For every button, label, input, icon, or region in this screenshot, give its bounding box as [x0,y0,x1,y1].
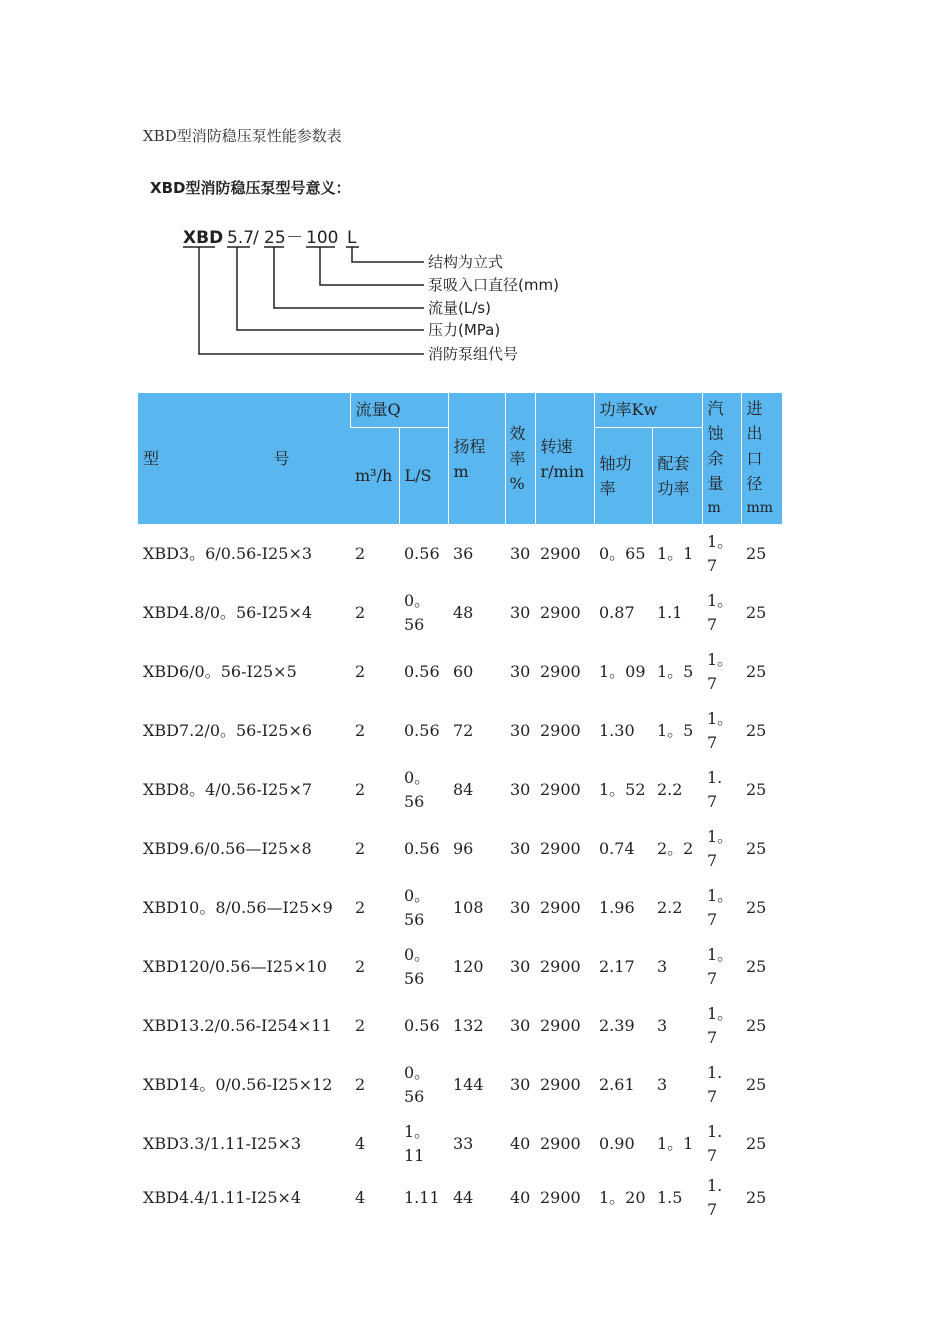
cell-ls: 0。56 [404,1062,431,1106]
cell-speed: 2900 [540,1074,581,1094]
col-model: 型 号 [138,393,350,524]
table-body [138,524,782,1223]
cell-port: 25 [746,661,767,681]
cell-head: 132 [453,1015,484,1035]
col-motor-power: 配套 功率 [652,428,702,525]
diagram-label-structure: 结构为立式 [428,253,504,271]
cell-ls: 0.56 [404,720,440,740]
table-row [138,1055,782,1114]
col-npsh: 汽 蚀 余 量 m [702,393,741,524]
table-row [138,524,782,583]
cell-model: XBD120/0.56—I25×10 [143,956,327,976]
cell-m3h: 2 [355,1074,366,1094]
cell-ls: 0。56 [404,767,431,811]
cell-eff: 30 [510,1015,531,1035]
cell-motor: 3 [657,1015,668,1035]
cell-npsh: 1。7 [707,944,734,988]
cell-ls: 0.56 [404,661,440,681]
cell-head: 120 [453,956,484,976]
table-row [138,1114,782,1173]
cell-shaft: 2.17 [599,956,635,976]
cell-model: XBD9.6/0.56—I25×8 [143,838,312,858]
cell-eff: 40 [510,1133,531,1153]
cell-head: 48 [453,602,474,622]
cell-eff: 30 [510,720,531,740]
col-speed: 转速 r/min [535,393,594,524]
cell-shaft: 1。20 [599,1188,646,1207]
cell-m3h: 4 [355,1133,366,1153]
col-shaft-power: 轴功 率 [594,428,652,525]
cell-head: 108 [453,897,484,917]
table-row [138,1173,782,1223]
col-flow: 流量Q [350,393,448,428]
cell-speed: 2900 [540,1015,581,1035]
cell-speed: 2900 [540,661,581,681]
cell-head: 36 [453,543,474,563]
cell-port: 25 [746,779,767,799]
cell-npsh: 1。7 [707,531,734,575]
cell-npsh: 1.7 [707,767,723,811]
table-row [138,760,782,819]
col-port: 进 出 口 径 mm [741,393,782,524]
cell-speed: 2900 [540,897,581,917]
cell-npsh: 1。7 [707,649,734,693]
cell-motor: 2。2 [657,838,694,858]
cell-port: 25 [746,1188,767,1207]
col-efficiency: 效 率 % [505,393,535,524]
cell-model: XBD10。8/0.56—I25×9 [143,897,333,917]
cell-eff: 30 [510,661,531,681]
cell-port: 25 [746,543,767,563]
cell-head: 144 [453,1074,484,1094]
cell-ls: 0。56 [404,885,431,929]
cell-motor: 3 [657,1074,668,1094]
cell-m3h: 2 [355,543,366,563]
cell-m3h: 2 [355,897,366,917]
code-flow: 25 [264,228,286,248]
cell-ls: 0.56 [404,543,440,563]
pump-spec-table [138,393,782,1223]
cell-port: 25 [746,956,767,976]
col-power: 功率Kw [594,393,702,428]
table-row [138,937,782,996]
cell-m3h: 2 [355,956,366,976]
cell-shaft: 2.39 [599,1015,635,1035]
cell-npsh: 1。7 [707,1003,734,1047]
cell-eff: 30 [510,1074,531,1094]
cell-npsh: 1.7 [707,1176,723,1219]
cell-shaft: 0。65 [599,543,646,563]
cell-speed: 2900 [540,779,581,799]
cell-eff: 30 [510,956,531,976]
table-row [138,583,782,642]
cell-ls: 1。11 [404,1121,431,1165]
cell-m3h: 2 [355,838,366,858]
cell-model: XBD3.3/1.11-I25×3 [143,1133,302,1153]
table-header [138,393,782,524]
cell-m3h: 2 [355,779,366,799]
table-row [138,819,782,878]
code-slash: / [253,228,259,248]
cell-speed: 2900 [540,543,581,563]
cell-speed: 2900 [540,1188,581,1207]
code-diameter: 100 [306,228,339,248]
col-head: 扬程 m [448,393,505,524]
cell-ls: 0。56 [404,944,431,988]
cell-ls: 0.56 [404,1015,440,1035]
cell-head: 44 [453,1188,474,1207]
cell-shaft: 0.74 [599,838,635,858]
cell-port: 25 [746,1015,767,1035]
cell-m3h: 2 [355,602,366,622]
cell-npsh: 1。7 [707,708,734,752]
cell-eff: 30 [510,897,531,917]
cell-shaft: 1。09 [599,661,646,681]
cell-port: 25 [746,897,767,917]
cell-ls: 1.11 [404,1188,440,1207]
table-row [138,642,782,701]
code-structure: L [347,228,357,248]
cell-motor: 1.5 [657,1188,683,1207]
cell-motor: 2.2 [657,897,683,917]
cell-model: XBD14。0/0.56-I25×12 [143,1074,333,1094]
cell-ls: 0。56 [404,590,431,634]
cell-eff: 40 [510,1188,531,1207]
col-flow-m3h: m³/h [350,428,399,525]
cell-motor: 3 [657,956,668,976]
table-row [138,878,782,937]
cell-head: 33 [453,1133,474,1153]
cell-eff: 30 [510,838,531,858]
cell-speed: 2900 [540,602,581,622]
cell-m3h: 2 [355,720,366,740]
cell-shaft: 1.96 [599,897,635,917]
cell-m3h: 2 [355,661,366,681]
col-flow-ls: L/S [399,428,448,525]
cell-motor: 1。5 [657,720,694,740]
cell-model: XBD4.8/0。56-I25×4 [143,602,313,622]
code-dash: － [286,228,303,248]
cell-head: 60 [453,661,474,681]
cell-ls: 0.56 [404,838,440,858]
cell-port: 25 [746,1074,767,1094]
table-row [138,996,782,1055]
cell-motor: 1。1 [657,1133,694,1153]
document-title: XBD型消防稳压泵性能参数表 [143,127,342,145]
cell-npsh: 1。7 [707,590,734,634]
diagram-label-unit-code: 消防泵组代号 [428,345,519,363]
cell-m3h: 2 [355,1015,366,1035]
cell-model: XBD3。6/0.56-I25×3 [143,543,313,563]
cell-speed: 2900 [540,956,581,976]
cell-speed: 2900 [540,720,581,740]
cell-motor: 2.2 [657,779,683,799]
cell-head: 84 [453,779,474,799]
cell-eff: 30 [510,543,531,563]
cell-shaft: 0.90 [599,1133,635,1153]
cell-model: XBD6/0。56-I25×5 [143,661,297,681]
cell-m3h: 4 [355,1188,366,1207]
cell-model: XBD8。4/0.56-I25×7 [143,779,313,799]
cell-shaft: 1。52 [599,779,646,799]
cell-shaft: 1.30 [599,720,635,740]
cell-eff: 30 [510,779,531,799]
cell-npsh: 1.7 [707,1062,723,1106]
cell-port: 25 [746,838,767,858]
cell-model: XBD7.2/0。56-I25×6 [143,720,313,740]
table-row [138,701,782,760]
cell-port: 25 [746,1133,767,1153]
cell-shaft: 2.61 [599,1074,635,1094]
cell-head: 96 [453,838,474,858]
cell-npsh: 1。7 [707,826,734,870]
cell-port: 25 [746,720,767,740]
cell-model: XBD4.4/1.11-I25×4 [143,1188,302,1207]
cell-npsh: 1。7 [707,885,734,929]
cell-head: 72 [453,720,474,740]
cell-model: XBD13.2/0.56-I254×11 [143,1015,332,1035]
diagram-label-pressure: 压力(MPa) [428,321,501,339]
cell-port: 25 [746,602,767,622]
code-series: XBD [183,228,224,248]
cell-shaft: 0.87 [599,602,635,622]
diagram-label-flow: 流量(L/s) [428,299,491,317]
model-code-diagram [145,173,585,368]
cell-motor: 1.1 [657,602,683,622]
cell-speed: 2900 [540,1133,581,1153]
cell-npsh: 1.7 [707,1121,723,1165]
cell-motor: 1。5 [657,661,694,681]
code-pressure: 5.7 [227,228,255,248]
diagram-leader-lines [183,247,424,354]
cell-motor: 1。1 [657,543,694,563]
cell-eff: 30 [510,602,531,622]
cell-speed: 2900 [540,838,581,858]
diagram-label-inlet-diameter: 泵吸入口直径(mm) [428,276,559,294]
diagram-heading: XBD型消防稳压泵型号意义： [150,179,351,197]
